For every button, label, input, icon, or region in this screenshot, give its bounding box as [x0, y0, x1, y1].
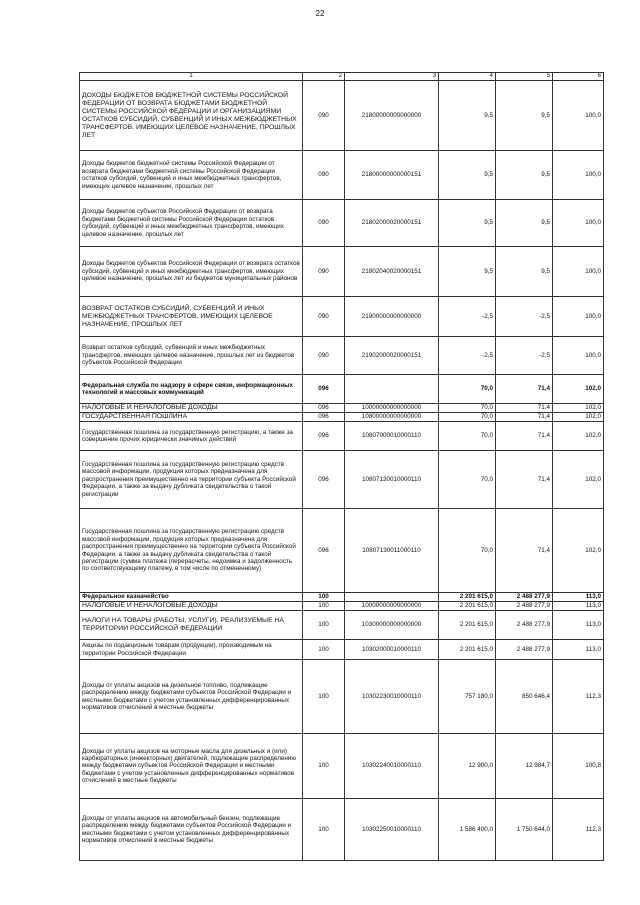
row-admin-code: 100 [303, 799, 345, 861]
row-execution-percent: 102,0 [553, 413, 604, 422]
row-execution-percent: 113,0 [553, 593, 604, 602]
row-description: ДОХОДЫ БЮДЖЕТОВ БЮДЖЕТНОЙ СИСТЕМЫ РОССИЙСКОЙ ФЕДЕРАЦИИ ОТ ВОЗВРАТА БЮДЖЕТАМИ БЮДЖЕТНОЙ СИСТЕМЫ РОССИЙСКОЙ ФЕДЕРАЦИИ И ОРГАНИЗАЦИЯМИ ОСТАТКОВ СУБСИДИЙ, СУБВЕНЦИЙ И ИНЫХ МЕЖБЮДЖЕТНЫХ ТРАНСФЕРТОВ, ИМЕЮЩИХ ЦЕЛЕВОЕ НАЗНАЧЕНИЕ, ПРОШЛЫХ ЛЕТ [80, 81, 303, 151]
row-description: НАЛОГИ НА ТОВАРЫ (РАБОТЫ, УСЛУГИ), РЕАЛИЗУЕМЫЕ НА ТЕРРИТОРИИ РОССИЙСКОЙ ФЕДЕРАЦИИ [80, 611, 303, 640]
table-row [80, 593, 604, 602]
table-row [80, 660, 604, 734]
column-number-3: 3 [345, 73, 439, 81]
row-planned-amount: 70,0 [439, 422, 496, 451]
row-planned-amount: 757 180,0 [439, 660, 496, 734]
row-execution-percent: 112,3 [553, 660, 604, 734]
row-actual-amount: 9,5 [496, 200, 553, 247]
row-planned-amount: 1 586 400,0 [439, 799, 496, 861]
row-planned-amount: 2 201 615,0 [439, 602, 496, 611]
row-budget-code: 21800000000000151 [345, 151, 439, 200]
row-actual-amount: 9,5 [496, 151, 553, 200]
row-execution-percent: 100,0 [553, 151, 604, 200]
row-budget-code: 10000000000000000 [345, 602, 439, 611]
row-actual-amount: 850 646,4 [496, 660, 553, 734]
row-actual-amount: 71,4 [496, 375, 553, 404]
row-execution-percent: 100,0 [553, 337, 604, 375]
row-execution-percent: 100,8 [553, 734, 604, 799]
table-row [80, 451, 604, 509]
row-execution-percent: 102,0 [553, 422, 604, 451]
column-number-6: 6 [553, 73, 604, 81]
row-planned-amount: -2,5 [439, 297, 496, 337]
row-actual-amount: 71,4 [496, 413, 553, 422]
row-actual-amount: 71,4 [496, 404, 553, 413]
column-number-header-row [80, 73, 604, 81]
table-row [80, 200, 604, 247]
row-admin-code: 096 [303, 451, 345, 509]
row-admin-code: 090 [303, 247, 345, 297]
table-row [80, 151, 604, 200]
table-row [80, 297, 604, 337]
row-actual-amount: 71,4 [496, 451, 553, 509]
row-description: Доходы от уплаты акцизов на автомобильный бензин, подлежащие распределению между бюджетами субъектов Российской Федерации и местными бюджетами с учетом установленных дифференцированных нормативов отчислений в местные бюджеты [80, 799, 303, 861]
table-row [80, 81, 604, 151]
row-actual-amount: 71,4 [496, 422, 553, 451]
table-row [80, 640, 604, 660]
column-number-4: 4 [439, 73, 496, 81]
row-admin-code: 090 [303, 337, 345, 375]
row-description: Возврат остатков субсидий, субвенций и иных межбюджетных трансфертов, имеющих целевое назначение, прошлых лет из бюджетов субъектов Российской Федерации [80, 337, 303, 375]
table-row [80, 247, 604, 297]
row-execution-percent: 102,0 [553, 509, 604, 593]
row-budget-code: 10302000010000110 [345, 640, 439, 660]
row-actual-amount: 71,4 [496, 509, 553, 593]
row-actual-amount: 2 488 277,9 [496, 611, 553, 640]
row-actual-amount: 1 750 644,0 [496, 799, 553, 861]
row-description: Федеральное казначейство [80, 593, 303, 602]
row-description: Доходы бюджетов бюджетной системы Российской Федерации от возврата бюджетами бюджетной системы Российской Федерации остатков субсидий, субвенций и иных межбюджетных трансфертов, имеющих целевое назначение, прошлых лет [80, 151, 303, 200]
table-row [80, 602, 604, 611]
row-description: НАЛОГОВЫЕ И НЕНАЛОГОВЫЕ ДОХОДЫ [80, 404, 303, 413]
row-admin-code: 100 [303, 611, 345, 640]
row-planned-amount: 70,0 [439, 413, 496, 422]
row-description: ВОЗВРАТ ОСТАТКОВ СУБСИДИЙ, СУБВЕНЦИЙ И ИНЫХ МЕЖБЮДЖЕТНЫХ ТРАНСФЕРТОВ, ИМЕЮЩИХ ЦЕЛЕВОЕ НАЗНАЧЕНИЕ, ПРОШЛЫХ ЛЕТ [80, 297, 303, 337]
row-execution-percent: 102,0 [553, 375, 604, 404]
column-number-2: 2 [303, 73, 345, 81]
row-admin-code: 096 [303, 413, 345, 422]
row-description: ГОСУДАРСТВЕННАЯ ПОШЛИНА [80, 413, 303, 422]
row-admin-code: 090 [303, 81, 345, 151]
row-admin-code: 100 [303, 640, 345, 660]
row-budget-code: 21802040020000151 [345, 247, 439, 297]
row-description: Акцизы по подакцизным товарам (продукции), производимым на территории Российской Федерации [80, 640, 303, 660]
row-admin-code: 100 [303, 602, 345, 611]
row-budget-code: 21900000000000000 [345, 297, 439, 337]
row-admin-code: 100 [303, 734, 345, 799]
row-budget-code: 10300000000000000 [345, 611, 439, 640]
row-description: Государственная пошлина за государственную регистрацию средств массовой информации, продукция которых предназначена для распространения преимущественно на территории субъекта Российской Федерации, а также за выдачу дубликата свидетельства о такой регистрации (сумма платежа (перерасчеты, недоимка и задолженность по соответствующему платежу, в том числе по отмененному) [80, 509, 303, 593]
row-actual-amount: -2,5 [496, 337, 553, 375]
table-row [80, 404, 604, 413]
row-planned-amount: 12 900,0 [439, 734, 496, 799]
row-budget-code: 10302240010000110 [345, 734, 439, 799]
row-planned-amount: 70,0 [439, 375, 496, 404]
row-admin-code: 096 [303, 509, 345, 593]
row-planned-amount: -2,5 [439, 337, 496, 375]
row-planned-amount: 9,5 [439, 81, 496, 151]
row-execution-percent: 102,0 [553, 451, 604, 509]
row-actual-amount: 2 488 277,9 [496, 593, 553, 602]
row-budget-code: 10302230010000110 [345, 660, 439, 734]
revenue-table [79, 72, 604, 861]
row-execution-percent: 113,0 [553, 640, 604, 660]
row-execution-percent: 100,0 [553, 247, 604, 297]
row-description: Государственная пошлина за государственную регистрацию средств массовой информации, продукция которых предназначена для распространения преимущественно на территории субъекта Российской Федерации, а также за выдачу дубликата свидетельства о такой регистрации [80, 451, 303, 509]
row-actual-amount: 2 488 277,9 [496, 640, 553, 660]
row-execution-percent: 100,0 [553, 81, 604, 151]
table-row [80, 799, 604, 861]
row-actual-amount: 2 488 277,9 [496, 602, 553, 611]
row-planned-amount: 2 201 615,0 [439, 611, 496, 640]
row-budget-code: 21902000020000151 [345, 337, 439, 375]
row-description: Доходы бюджетов субъектов Российской Федерации от возврата бюджетами бюджетной системы Российской Федерации остатков субсидий, субвенций и иных межбюджетных трансфертов, имеющих целевое назначение, прошлых лет [80, 200, 303, 247]
row-budget-code: 10800000000000000 [345, 413, 439, 422]
row-description: Доходы бюджетов субъектов Российской Федерации от возврата остатков субсидий, субвенций и иных межбюджетных трансфертов, имеющих целевое назначение, прошлых лет из бюджетов муниципальных районов [80, 247, 303, 297]
row-description: Доходы от уплаты акцизов на моторные масла для дизельных и (или) карбюраторных (инжекторных) двигателей, подлежащие распределению между бюджетами субъектов Российской Федерации и местными бюджетами с учетом установленных дифференцированных нормативов отчислений в местные бюджеты [80, 734, 303, 799]
row-planned-amount: 9,5 [439, 200, 496, 247]
table-row [80, 337, 604, 375]
row-description: Федеральная служба по надзору в сфере связи, информационных технологий и массовых коммуникаций [80, 375, 303, 404]
row-description: Государственная пошлина за государственную регистрацию, а также за совершение прочих юридически значимых действий [80, 422, 303, 451]
row-admin-code: 096 [303, 404, 345, 413]
table-row [80, 413, 604, 422]
row-planned-amount: 9,5 [439, 151, 496, 200]
table-row [80, 734, 604, 799]
row-planned-amount: 9,5 [439, 247, 496, 297]
row-description: Доходы от уплаты акцизов на дизельное топливо, подлежащие распределению между бюджетами субъектов Российской Федерации и местными бюджетами с учетом установленных дифференцированных нормативов отчислений в местные бюджеты [80, 660, 303, 734]
row-admin-code: 096 [303, 375, 345, 404]
row-planned-amount: 70,0 [439, 451, 496, 509]
row-admin-code: 096 [303, 422, 345, 451]
row-execution-percent: 113,0 [553, 611, 604, 640]
row-execution-percent: 102,0 [553, 404, 604, 413]
row-execution-percent: 100,0 [553, 297, 604, 337]
row-admin-code: 090 [303, 297, 345, 337]
row-budget-code [345, 593, 439, 602]
row-actual-amount: 9,5 [496, 81, 553, 151]
row-budget-code: 21800000000000000 [345, 81, 439, 151]
row-actual-amount: -2,5 [496, 297, 553, 337]
row-admin-code: 090 [303, 151, 345, 200]
table-row [80, 509, 604, 593]
row-planned-amount: 70,0 [439, 404, 496, 413]
row-description: НАЛОГОВЫЕ И НЕНАЛОГОВЫЕ ДОХОДЫ [80, 602, 303, 611]
row-admin-code: 100 [303, 660, 345, 734]
row-execution-percent: 112,3 [553, 799, 604, 861]
row-budget-code: 10807130010000110 [345, 451, 439, 509]
table-row [80, 611, 604, 640]
row-execution-percent: 100,0 [553, 200, 604, 247]
column-number-1: 1 [80, 73, 303, 81]
row-budget-code: 10807000010000110 [345, 422, 439, 451]
row-admin-code: 090 [303, 200, 345, 247]
page-number: 22 [315, 9, 325, 18]
row-execution-percent: 113,0 [553, 602, 604, 611]
row-budget-code: 21802000020000151 [345, 200, 439, 247]
column-number-5: 5 [496, 73, 553, 81]
table-row [80, 422, 604, 451]
row-admin-code: 100 [303, 593, 345, 602]
row-budget-code: 10000000000000000 [345, 404, 439, 413]
row-planned-amount: 70,0 [439, 509, 496, 593]
row-actual-amount: 12 984,7 [496, 734, 553, 799]
row-planned-amount: 2 201 615,0 [439, 640, 496, 660]
table-row [80, 375, 604, 404]
row-budget-code: 10807130011000110 [345, 509, 439, 593]
row-planned-amount: 2 201 615,0 [439, 593, 496, 602]
row-budget-code [345, 375, 439, 404]
row-actual-amount: 9,5 [496, 247, 553, 297]
row-budget-code: 10302250010000110 [345, 799, 439, 861]
